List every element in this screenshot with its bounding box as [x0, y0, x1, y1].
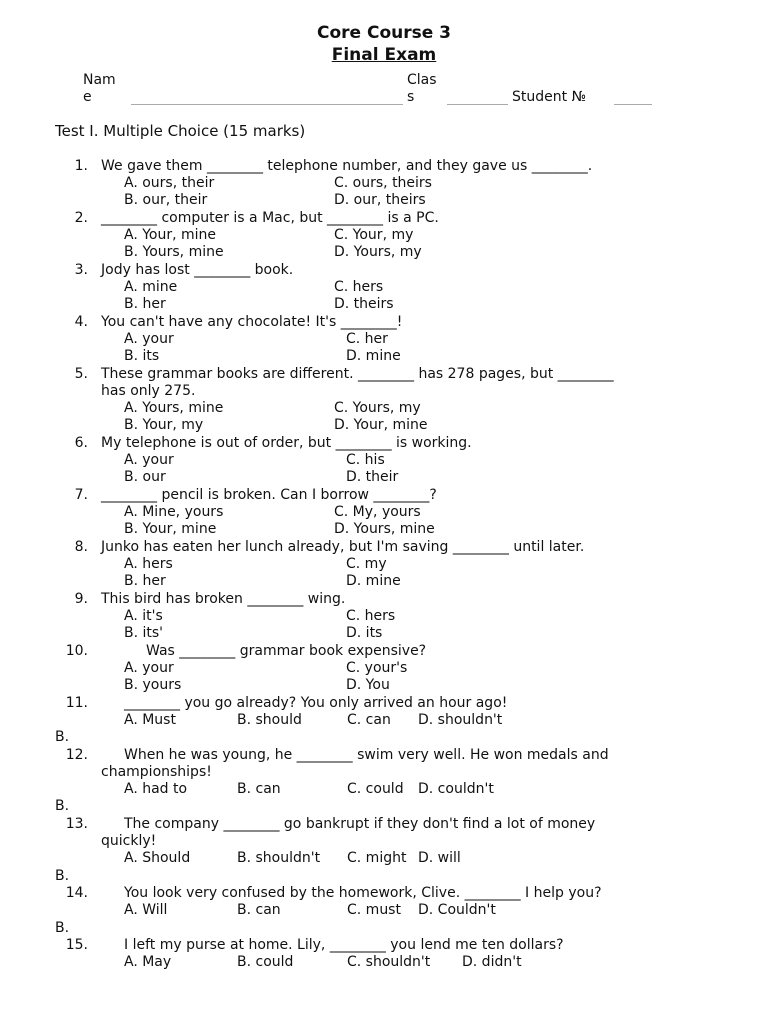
options-row: [0, 660, 768, 678]
option-c[interactable]: C. might: [347, 850, 407, 866]
options-row: [0, 279, 768, 297]
options-row: [0, 227, 768, 245]
option-b[interactable]: B. could: [237, 954, 294, 970]
option-c[interactable]: C. shouldn't: [347, 954, 431, 970]
option-c[interactable]: C. could: [347, 781, 404, 797]
stray-letter-row: [0, 920, 768, 938]
option-b[interactable]: B. our: [124, 469, 166, 485]
options-row: [0, 712, 768, 730]
question-number: 13.: [65, 816, 88, 832]
option-a[interactable]: A. had to: [124, 781, 188, 797]
options-row: [0, 954, 768, 972]
name-field-line[interactable]: [131, 104, 403, 105]
section-title: Test I. Multiple Choice (15 marks): [55, 122, 306, 140]
option-d[interactable]: D. their: [346, 469, 399, 485]
question-text: We gave them ________ telephone number, and they gave us ________.: [101, 158, 593, 174]
option-a[interactable]: A. ours, their: [124, 175, 215, 191]
question-text: Junko has eaten her lunch already, but I'm saving ________ until later.: [101, 539, 585, 555]
question-2: [0, 210, 768, 228]
option-b[interactable]: B. shouldn't: [237, 850, 321, 866]
option-d[interactable]: D. our, theirs: [334, 192, 426, 208]
option-a[interactable]: A. May: [124, 954, 172, 970]
question-11: [0, 695, 768, 713]
question-14: [0, 885, 768, 903]
stray-letter: B.: [55, 729, 70, 745]
question-text-line2: quickly!: [101, 833, 157, 849]
question-text-line2: has only 275.: [101, 383, 196, 399]
option-c[interactable]: C. her: [346, 331, 388, 347]
option-d[interactable]: D. shouldn't: [418, 712, 503, 728]
question-number: 14.: [65, 885, 88, 901]
question-13: [0, 816, 768, 834]
options-row: [0, 331, 768, 349]
question-text: When he was young, he ________ swim very well. He won medals and: [124, 747, 609, 763]
question-number: 3.: [74, 262, 88, 278]
question-number: 8.: [74, 539, 88, 555]
option-b[interactable]: B. Your, mine: [124, 521, 217, 537]
question-1: [0, 158, 768, 176]
stray-letter: B.: [55, 798, 70, 814]
option-b[interactable]: B. her: [124, 296, 166, 312]
options-row: [0, 521, 768, 539]
options-row: [0, 192, 768, 210]
option-b[interactable]: B. Yours, mine: [124, 244, 224, 260]
question-text: ________ you go already? You only arrived an hour ago!: [124, 695, 508, 711]
question-6: [0, 435, 768, 453]
option-c[interactable]: C. can: [347, 712, 391, 728]
question-3: [0, 262, 768, 280]
options-row: [0, 608, 768, 626]
options-row: [0, 556, 768, 574]
option-d[interactable]: D. mine: [346, 348, 401, 364]
option-c[interactable]: C. my: [346, 556, 387, 572]
question-number: 4.: [74, 314, 88, 330]
option-c[interactable]: C. his: [346, 452, 385, 468]
option-a[interactable]: A. your: [124, 660, 174, 676]
name-label-part1: Nam: [83, 72, 116, 88]
option-a[interactable]: A. your: [124, 331, 174, 347]
option-d[interactable]: D. its: [346, 625, 383, 641]
student-number-field-line[interactable]: [614, 104, 652, 105]
options-row: [0, 625, 768, 643]
question-text: My telephone is out of order, but ________ is working.: [101, 435, 472, 451]
option-d[interactable]: D. didn't: [462, 954, 522, 970]
option-c[interactable]: C. ours, theirs: [334, 175, 432, 191]
question-text: ________ computer is a Mac, but ________ is a PC.: [101, 210, 439, 226]
option-b[interactable]: B. can: [237, 781, 281, 797]
options-row: [0, 781, 768, 799]
class-field-line[interactable]: [447, 104, 508, 105]
option-c[interactable]: C. hers: [346, 608, 396, 624]
option-c[interactable]: C. My, yours: [334, 504, 421, 520]
option-c[interactable]: C. hers: [334, 279, 384, 295]
option-b[interactable]: B. our, their: [124, 192, 208, 208]
option-c[interactable]: C. Your, my: [334, 227, 414, 243]
question-text: Jody has lost ________ book.: [101, 262, 294, 278]
student-number-label: Student №: [512, 89, 587, 105]
stray-letter: B.: [55, 868, 70, 884]
option-a[interactable]: A. mine: [124, 279, 178, 295]
option-d[interactable]: D. theirs: [334, 296, 394, 312]
option-a[interactable]: A. your: [124, 452, 174, 468]
question-15: [0, 937, 768, 955]
option-b[interactable]: B. yours: [124, 677, 182, 693]
question-text-continued: [0, 383, 768, 401]
question-8: [0, 539, 768, 557]
option-a[interactable]: A. Will: [124, 902, 168, 918]
option-b[interactable]: B. its': [124, 625, 164, 641]
stray-letter: B.: [55, 920, 70, 936]
options-row: [0, 400, 768, 418]
question-text: These grammar books are different. ________ has 278 pages, but ________: [101, 366, 614, 382]
options-row: [0, 244, 768, 262]
exam-title: Final Exam: [331, 45, 437, 65]
options-row: [0, 573, 768, 591]
options-row: [0, 175, 768, 193]
option-b[interactable]: B. her: [124, 573, 166, 589]
option-a[interactable]: A. Your, mine: [124, 227, 217, 243]
option-b[interactable]: B. should: [237, 712, 302, 728]
options-row: [0, 902, 768, 920]
option-a[interactable]: A. Mine, yours: [124, 504, 224, 520]
option-d[interactable]: D. You: [346, 677, 390, 693]
question-number: 5.: [74, 366, 88, 382]
option-a[interactable]: A. hers: [124, 556, 173, 572]
question-number: 7.: [74, 487, 88, 503]
question-number: 15.: [65, 937, 88, 953]
stray-letter-row: [0, 729, 768, 747]
options-row: [0, 504, 768, 522]
stray-letter-row: [0, 798, 768, 816]
option-d[interactable]: D. Your, mine: [334, 417, 428, 433]
name-label-part2: e: [83, 89, 92, 105]
option-a[interactable]: A. it's: [124, 608, 163, 624]
stray-letter-row: [0, 868, 768, 886]
option-a[interactable]: A. Yours, mine: [124, 400, 224, 416]
question-number: 10.: [65, 643, 88, 659]
question-text: ________ pencil is broken. Can I borrow ________?: [101, 487, 437, 503]
question-number: 11.: [65, 695, 88, 711]
question-text-line2: championships!: [101, 764, 212, 780]
option-d[interactable]: D. Yours, my: [334, 244, 422, 260]
option-b[interactable]: B. can: [237, 902, 281, 918]
question-text-continued: [0, 764, 768, 782]
option-d[interactable]: D. Yours, mine: [334, 521, 435, 537]
options-row: [0, 296, 768, 314]
class-label-part1: Clas: [407, 72, 437, 88]
option-d[interactable]: D. mine: [346, 573, 401, 589]
question-10: [0, 643, 768, 661]
class-label-part2: s: [407, 89, 415, 105]
options-row: [0, 677, 768, 695]
question-text: I left my purse at home. Lily, ________ you lend me ten dollars?: [124, 937, 564, 953]
question-number: 1.: [74, 158, 88, 174]
option-c[interactable]: C. your's: [346, 660, 408, 676]
option-b[interactable]: B. its: [124, 348, 160, 364]
question-9: [0, 591, 768, 609]
option-d[interactable]: D. will: [418, 850, 461, 866]
options-row: [0, 417, 768, 435]
question-7: [0, 487, 768, 505]
options-row: [0, 469, 768, 487]
option-a[interactable]: A. Should: [124, 850, 191, 866]
question-12: [0, 747, 768, 765]
question-text: The company ________ go bankrupt if they don't find a lot of money: [124, 816, 596, 832]
question-text-continued: [0, 833, 768, 851]
option-d[interactable]: D. couldn't: [418, 781, 494, 797]
options-row: [0, 452, 768, 470]
question-number: 12.: [65, 747, 88, 763]
question-text: Was ________ grammar book expensive?: [146, 643, 427, 659]
question-number: 2.: [74, 210, 88, 226]
question-text: This bird has broken ________ wing.: [101, 591, 346, 607]
option-b[interactable]: B. Your, my: [124, 417, 204, 433]
exam-course-title: Core Course 3: [316, 23, 452, 43]
option-d[interactable]: D. Couldn't: [418, 902, 496, 918]
option-a[interactable]: A. Must: [124, 712, 176, 728]
option-c[interactable]: C. Yours, my: [334, 400, 421, 416]
question-5: [0, 366, 768, 384]
question-text: You look very confused by the homework, Clive. ________ I help you?: [124, 885, 602, 901]
question-number: 9.: [74, 591, 88, 607]
option-c[interactable]: C. must: [347, 902, 401, 918]
options-row: [0, 850, 768, 868]
question-4: [0, 314, 768, 332]
options-row: [0, 348, 768, 366]
question-number: 6.: [74, 435, 88, 451]
question-text: You can't have any chocolate! It's ________!: [101, 314, 403, 330]
